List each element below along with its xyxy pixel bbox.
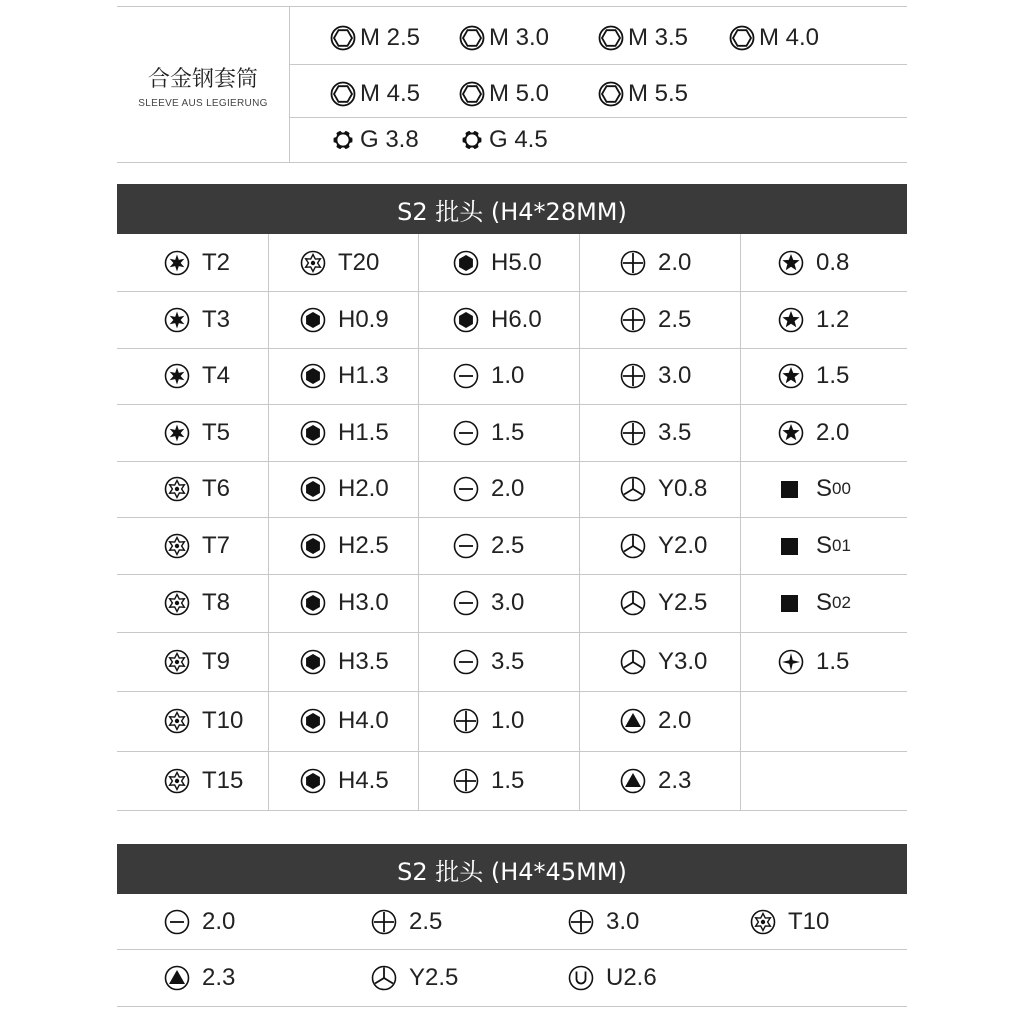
section-header <box>117 844 907 894</box>
spec-label: H1.5 <box>338 418 389 446</box>
spec-label: 2.5 <box>491 531 525 559</box>
divider <box>289 6 290 162</box>
spec-label: M 5.5 <box>628 80 689 107</box>
spec-item <box>620 632 707 691</box>
triangle-icon <box>620 768 646 794</box>
spec-label: M 3.5 <box>628 24 689 51</box>
spec-item <box>729 12 819 64</box>
spec-item <box>371 949 458 1006</box>
spec-label: H3.5 <box>338 647 389 675</box>
spec-item <box>453 404 524 461</box>
tri-wing-icon <box>620 590 646 616</box>
spec-item <box>453 234 542 291</box>
hex-socket-icon <box>459 81 485 107</box>
spec-item <box>164 894 235 949</box>
tri-wing-icon <box>371 965 397 991</box>
square-icon <box>778 533 804 559</box>
spec-label: 2.5 <box>658 305 692 333</box>
spec-label: 0.8 <box>816 248 850 276</box>
spec-item <box>164 234 230 291</box>
hex-socket-icon <box>598 81 624 107</box>
spec-label: 2.5 <box>409 907 443 935</box>
spec-label: 2.0 <box>658 707 692 734</box>
spec-item <box>620 751 691 810</box>
section-header <box>117 184 907 234</box>
spec-label: 2.3 <box>202 963 236 991</box>
spec-label: T2 <box>202 248 231 276</box>
hex-icon <box>300 768 326 794</box>
spec-item <box>330 68 420 120</box>
spec-item <box>300 632 389 691</box>
spec-label: T7 <box>202 531 231 559</box>
spec-item <box>300 348 389 404</box>
hex-icon <box>300 307 326 333</box>
spec-item <box>164 691 243 751</box>
spec-label: H4.0 <box>338 707 389 734</box>
slotted-icon <box>164 909 190 935</box>
spec-item <box>164 348 230 404</box>
spec-label: Y3.0 <box>658 647 708 675</box>
hex-icon <box>453 250 479 276</box>
spec-item <box>620 574 707 632</box>
section-title: S2 批头 (H4*45MM) <box>397 857 627 886</box>
spec-label: T8 <box>202 589 231 616</box>
square-icon <box>778 476 804 502</box>
spec-item <box>164 632 230 691</box>
torx-security-icon <box>164 768 190 794</box>
spec-label: 1.2 <box>816 305 850 333</box>
spec-item <box>598 68 688 120</box>
spec-item <box>164 574 230 632</box>
square-icon <box>778 590 804 616</box>
spec-label: 1.5 <box>816 647 850 675</box>
spec-label: H4.5 <box>338 766 389 794</box>
divider <box>579 234 580 810</box>
tri-wing-icon <box>620 649 646 675</box>
spec-label: 2.0 <box>202 907 236 935</box>
phillips-icon <box>568 909 594 935</box>
spec-item <box>778 348 849 404</box>
torx-security-icon <box>164 590 190 616</box>
spec-label: Y2.5 <box>658 589 708 616</box>
spec-label: 2.0 <box>491 475 525 502</box>
divider <box>268 234 269 810</box>
spec-item <box>620 234 691 291</box>
spec-item <box>778 404 849 461</box>
spec-item <box>620 461 707 517</box>
phillips-icon <box>620 250 646 276</box>
spec-item <box>453 691 524 751</box>
spec-label: H6.0 <box>491 305 542 333</box>
hex-icon <box>453 307 479 333</box>
spec-item <box>778 234 849 291</box>
spec-item <box>568 949 657 1006</box>
spec-label: T15 <box>202 766 244 794</box>
pentalobe-icon <box>778 363 804 389</box>
spec-label: T6 <box>202 475 231 502</box>
spec-label: 2.0 <box>816 418 850 446</box>
socket-title-en: SLEEVE AUS LEGIERUNG <box>138 98 268 109</box>
spec-label: H0.9 <box>338 305 389 333</box>
hex-icon <box>300 649 326 675</box>
hex-icon <box>300 533 326 559</box>
spec-label: 2.0 <box>658 248 692 276</box>
divider <box>289 64 907 65</box>
spec-item <box>164 949 235 1006</box>
spec-label: 2.3 <box>658 766 692 794</box>
spec-label: 3.0 <box>606 907 640 935</box>
spec-label: T3 <box>202 305 231 333</box>
spec-label: H2.5 <box>338 531 389 559</box>
spec-item <box>750 894 829 949</box>
spec-item <box>620 348 691 404</box>
spec-item <box>778 291 849 348</box>
spec-item <box>778 517 851 574</box>
slotted-icon <box>453 363 479 389</box>
spec-item <box>330 12 420 64</box>
torx-security-icon <box>750 909 776 935</box>
spec-label: H1.3 <box>338 362 389 389</box>
section-title: S2 批头 (H4*28MM) <box>397 197 627 226</box>
spec-label-subscript: 01 <box>832 535 851 555</box>
spec-item <box>453 632 524 691</box>
hex-icon <box>300 476 326 502</box>
spec-label: M 3.0 <box>489 24 550 51</box>
spec-label-subscript: 00 <box>832 479 851 498</box>
pentalobe-icon <box>778 420 804 446</box>
spec-item <box>620 291 691 348</box>
divider <box>117 162 907 163</box>
hex-socket-icon <box>330 81 356 107</box>
slotted-icon <box>453 533 479 559</box>
torx-icon <box>164 363 190 389</box>
spec-item <box>459 118 548 162</box>
spec-label: 3.0 <box>491 589 525 616</box>
hex-socket-icon <box>729 25 755 51</box>
hex-socket-icon <box>459 25 485 51</box>
spec-label: 3.5 <box>491 647 525 675</box>
spec-item <box>300 517 389 574</box>
spec-item <box>300 234 379 291</box>
spec-label: T4 <box>202 362 231 389</box>
u-type-icon <box>568 965 594 991</box>
tri-wing-icon <box>620 476 646 502</box>
hex-icon <box>300 708 326 734</box>
spec-label: M 5.0 <box>489 80 550 107</box>
spec-label: S <box>816 531 833 559</box>
spec-label: 1.5 <box>491 418 525 446</box>
spec-label: H3.0 <box>338 589 389 616</box>
spec-item <box>568 894 639 949</box>
torx-security-icon <box>164 649 190 675</box>
divider <box>117 6 907 7</box>
cross-point-icon <box>778 649 804 675</box>
spec-item <box>778 461 851 517</box>
spec-label: T10 <box>788 907 830 935</box>
gear-socket-icon <box>459 127 485 153</box>
phillips-icon <box>620 307 646 333</box>
spec-label: 3.0 <box>658 362 692 389</box>
spec-item <box>778 574 851 632</box>
socket-title-cn: 合金钢套筒 <box>147 67 258 92</box>
phillips-icon <box>620 420 646 446</box>
spec-item <box>453 517 524 574</box>
spec-label: Y2.5 <box>409 963 459 991</box>
torx-security-icon <box>164 708 190 734</box>
hex-icon <box>300 420 326 446</box>
spec-label: M 4.0 <box>759 24 820 51</box>
slotted-icon <box>453 476 479 502</box>
spec-label: 1.0 <box>491 362 525 389</box>
spec-label: Y0.8 <box>658 475 708 502</box>
spec-item <box>164 291 230 348</box>
spec-item <box>300 291 389 348</box>
divider <box>117 949 907 950</box>
spec-item <box>620 517 707 574</box>
spec-label: H5.0 <box>491 248 542 276</box>
torx-security-icon <box>300 250 326 276</box>
spec-label: T9 <box>202 647 231 675</box>
hex-socket-icon <box>598 25 624 51</box>
triangle-icon <box>620 708 646 734</box>
spec-item <box>164 751 243 810</box>
spec-label: Y2.0 <box>658 531 708 559</box>
spec-item <box>453 751 524 810</box>
spec-item <box>453 461 524 517</box>
spec-item <box>453 574 524 632</box>
slotted-icon <box>453 420 479 446</box>
triangle-icon <box>164 965 190 991</box>
spec-item <box>300 574 389 632</box>
phillips-icon <box>371 909 397 935</box>
spec-item <box>164 461 230 517</box>
spec-item <box>371 894 442 949</box>
phillips-icon <box>453 708 479 734</box>
hex-socket-icon <box>330 25 356 51</box>
divider <box>117 810 907 811</box>
spec-label: 3.5 <box>658 418 692 446</box>
hex-icon <box>300 363 326 389</box>
spec-label: M 4.5 <box>360 80 421 107</box>
spec-label: 1.0 <box>491 707 525 734</box>
torx-icon <box>164 420 190 446</box>
spec-item <box>300 751 389 810</box>
spec-label: T20 <box>338 248 380 276</box>
spec-item <box>300 404 389 461</box>
slotted-icon <box>453 649 479 675</box>
pentalobe-icon <box>778 250 804 276</box>
spec-label: 1.5 <box>491 766 525 794</box>
torx-security-icon <box>164 476 190 502</box>
divider <box>418 234 419 810</box>
spec-item <box>620 404 691 461</box>
spec-label: U2.6 <box>606 963 657 991</box>
spec-item <box>330 118 419 162</box>
slotted-icon <box>453 590 479 616</box>
spec-label-subscript: 02 <box>832 593 851 612</box>
spec-label: S <box>816 475 833 502</box>
divider <box>740 234 741 810</box>
spec-item <box>459 12 549 64</box>
spec-label: G 4.5 <box>489 126 548 153</box>
divider <box>117 1006 907 1007</box>
spec-item <box>300 691 389 751</box>
spec-item <box>459 68 549 120</box>
phillips-icon <box>453 768 479 794</box>
phillips-icon <box>620 363 646 389</box>
spec-item <box>453 348 524 404</box>
spec-item <box>620 691 691 751</box>
spec-label: T5 <box>202 418 231 446</box>
pentalobe-icon <box>778 307 804 333</box>
spec-item <box>164 517 230 574</box>
spec-item <box>453 291 542 348</box>
spec-item <box>300 461 389 517</box>
torx-icon <box>164 307 190 333</box>
hex-icon <box>300 590 326 616</box>
torx-security-icon <box>164 533 190 559</box>
spec-label: M 2.5 <box>360 24 421 51</box>
spec-label: G 3.8 <box>360 126 419 153</box>
spec-item <box>164 404 230 461</box>
spec-label: 1.5 <box>816 362 850 389</box>
spec-label: T10 <box>202 707 244 734</box>
spec-item <box>778 632 849 691</box>
gear-socket-icon <box>330 127 356 153</box>
tri-wing-icon <box>620 533 646 559</box>
spec-label: S <box>816 589 833 616</box>
spec-label: H2.0 <box>338 475 389 502</box>
torx-icon <box>164 250 190 276</box>
spec-item <box>598 12 688 64</box>
